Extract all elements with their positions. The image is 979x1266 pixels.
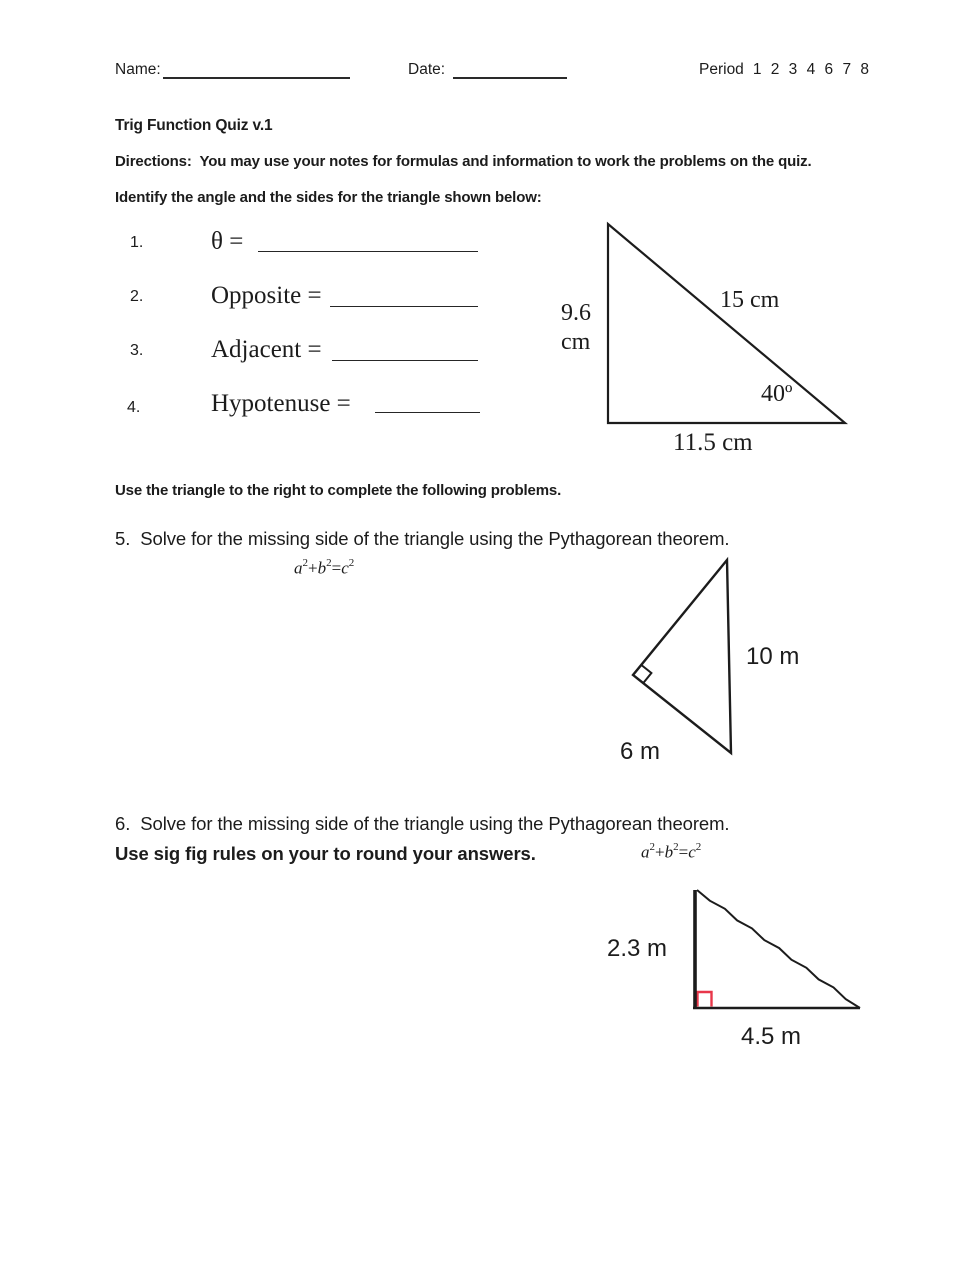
triangle1-figure [558, 214, 858, 459]
q5-formula-exp3: 2 [348, 557, 355, 569]
q5-formula-c: c [341, 558, 349, 578]
q6-triangle-figure [638, 878, 883, 1018]
item-3-label: Adjacent = [211, 336, 322, 363]
item-3-answer-blank [332, 343, 478, 361]
item-2-answer-blank [330, 289, 478, 307]
q6-formula-exp3: 2 [695, 841, 702, 853]
q6-formula-exp1: 2 [649, 841, 655, 853]
date-label: Date: [408, 61, 446, 78]
name-label: Name: [115, 61, 161, 78]
triangle1-left-side-value: 9.6 [561, 300, 591, 326]
quiz-title: Trig Function Quiz v.1 [115, 117, 273, 134]
item-2-label: Opposite = [211, 282, 322, 309]
name-blank-line [163, 61, 350, 79]
question-6-text: 6. Solve for the missing side of the triangle using the Pythagorean theorem. [115, 813, 730, 834]
q5-formula-b: b [317, 558, 327, 578]
use-triangle-line: Use the triangle to the right to complete the following problems. [115, 482, 562, 499]
q5-hypotenuse-label: 10 m [746, 643, 800, 670]
q5-formula-exp2: 2 [326, 557, 332, 569]
period-numbers: 1 2 3 4 6 7 8 [752, 61, 869, 78]
triangle1-hypotenuse-label: 15 cm [720, 287, 780, 313]
q6-formula-b: b [664, 842, 674, 862]
identify-line: Identify the angle and the sides for the triangle shown below: [115, 189, 542, 206]
item-3-number: 3. [130, 342, 144, 359]
q6-formula-equals: = [678, 842, 689, 862]
q5-base-label: 6 m [620, 738, 661, 765]
q5-formula-exp1: 2 [302, 557, 308, 569]
date-blank-line [453, 61, 567, 79]
q6-base-label: 4.5 m [741, 1023, 802, 1050]
q5-formula-a: a [294, 558, 303, 578]
q5-pythagorean-formula [294, 558, 354, 579]
item-1-answer-blank [258, 234, 478, 252]
item-1-number: 1. [130, 234, 144, 251]
q5-right-angle-marker [641, 665, 651, 683]
q6-formula-a: a [641, 842, 650, 862]
item-1-label: θ = [211, 228, 244, 255]
triangle1-base-label: 11.5 cm [673, 429, 753, 456]
directions-line: Directions: You may use your notes for formulas and information to work the problems on the quiz. [115, 153, 812, 170]
q6-formula-c: c [688, 842, 696, 862]
item-2-number: 2. [130, 288, 144, 305]
q6-formula-plus: + [655, 842, 665, 862]
question-5-text: 5. Solve for the missing side of the triangle using the Pythagorean theorem. [115, 528, 730, 549]
triangle1-outline [608, 224, 845, 423]
question-6-bold-note: Use sig fig rules on your to round your answers. [115, 843, 536, 864]
triangle1-angle-label: 40º [761, 381, 793, 407]
item-4-answer-blank [375, 395, 480, 413]
period-label: Period [699, 61, 744, 78]
triangle1-left-side-label [561, 299, 591, 357]
item-4-number: 4. [127, 399, 141, 416]
q6-pythagorean-formula [641, 842, 701, 863]
q6-hypotenuse-line [697, 890, 860, 1008]
item-4-label: Hypotenuse = [211, 390, 351, 417]
q6-left-side-label: 2.3 m [607, 935, 668, 962]
q6-right-angle-marker [698, 992, 712, 1007]
q5-triangle-outline [633, 560, 731, 753]
period-row [699, 61, 869, 79]
q5-formula-equals: = [331, 558, 342, 578]
q5-formula-plus: + [308, 558, 318, 578]
q6-formula-exp2: 2 [673, 841, 679, 853]
triangle1-left-side-unit: cm [561, 329, 591, 355]
